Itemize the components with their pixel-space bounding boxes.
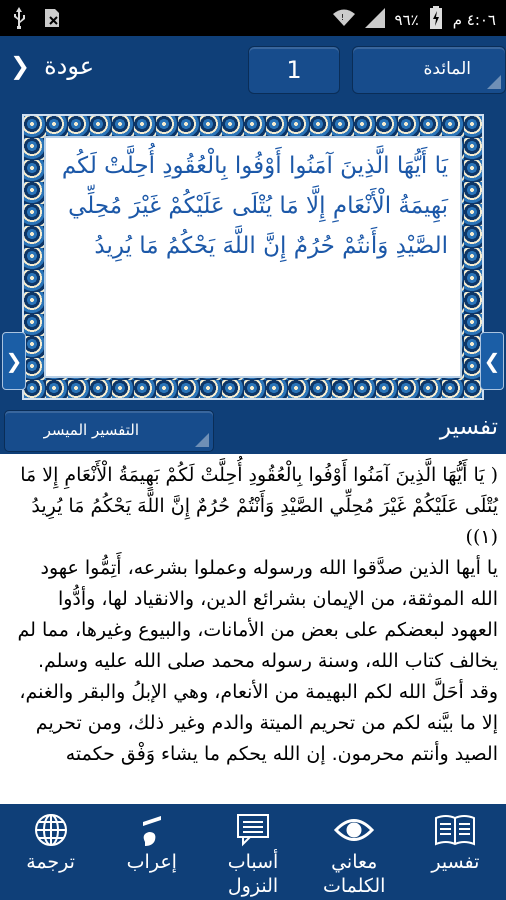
eye-icon (334, 810, 374, 850)
verse-frame-area (0, 104, 506, 404)
surah-selector[interactable] (352, 46, 506, 94)
chevron-right-icon: ❯ (10, 52, 31, 80)
next-verse-button[interactable] (2, 332, 26, 390)
usb-icon (12, 7, 26, 33)
bottom-navigation (0, 804, 506, 900)
nav-tab-label: تفسير (431, 851, 480, 873)
verse-number-selector[interactable] (248, 46, 340, 94)
nav-tab-reasons[interactable] (202, 804, 303, 900)
nav-tab-label: معاني الكلمات (322, 851, 386, 897)
tafsir-ayah-quote: ( يَا أَيُّهَا الَّذِينَ آمَنُوا أَوْفُوا بِالْعُقُودِ أُحِلَّتْ لَكُمْ بَهِيمَةُ الْأَنْعَامِ إِلا مَا يُتْلَى عَلَيْكُمْ غَيْرَ مُحِلِّي الصَّيْدِ وَأَنْتُمْ حُرُمٌ إِنَّ اللَّهَ يَحْكُمُ مَا يُرِيدُ (١)) (20, 464, 498, 548)
surah-name: المائدة (423, 59, 471, 79)
chevron-left-icon: ❮ (483, 349, 501, 373)
globe-icon (33, 810, 69, 850)
dropdown-indicator-icon (195, 433, 209, 447)
tafsir-title: تفسير (439, 414, 498, 440)
ornamental-frame (22, 114, 484, 400)
tafsir-source: التفسير الميسر (43, 421, 139, 439)
dropdown-indicator-icon (487, 75, 501, 89)
battery-level: ٩٦٪ (394, 11, 419, 29)
nav-tab-label: إعراب (126, 851, 177, 873)
nav-tab-label: ترجمة (26, 851, 75, 873)
tafsir-body: يا أيها الذين صدَّقوا الله ورسوله وعملوا بشرعه، أَتِمُّوا عهود الله الموثقة، من الإيمان بشرائع الدين، والانقياد لها، وأدُّوا العهود لبعضكم على بعض من الأمانات، والبيوع وغيرها، مما لم يخالف كتاب الله، وسنة رسوله محمد صلى الله عليه وسلم. وقد أحَلَّ الله لكم البهيمة من الأنعام، وهي الإبلُ والبقر والغنم، إلا ما بيَّنه لكم من تحريم الميتة والدم وغير ذلك، ومن تحريم الصيد وأنتم محرمون. إن الله يحكم ما يشاء وَفْق حكمته (17, 557, 498, 765)
nav-tab-tafsir[interactable] (405, 804, 506, 900)
previous-verse-button[interactable] (480, 332, 504, 390)
battery-charging-icon (429, 6, 443, 34)
chevron-right-icon: ❯ (5, 349, 23, 373)
status-bar (0, 0, 506, 36)
tafsir-source-selector[interactable] (4, 410, 214, 452)
verse-text: يَا أَيُّهَا الَّذِينَ آمَنُوا أَوْفُوا بِالْعُقُودِ أُحِلَّتْ لَكُم بَهِيمَةُ الْأَنْعَامِ إِلَّا مَا يُتْلَى عَلَيْكُمْ غَيْرَ مُحِلِّي الصَّيْدِ وَأَنتُمْ حُرُمٌ إِنَّ اللَّهَ يَحْكُمُ مَا يُرِيدُ (61, 153, 448, 259)
nav-tab-translation[interactable] (0, 804, 101, 900)
book-icon (434, 810, 476, 850)
back-button[interactable] (10, 52, 94, 80)
message-icon (235, 810, 271, 850)
tafsir-bar (0, 404, 506, 454)
verse-panel (44, 136, 462, 378)
tafsir-content[interactable] (0, 454, 506, 804)
top-bar (0, 36, 506, 104)
back-label: عودة (44, 52, 95, 80)
verse-number: 1 (286, 56, 302, 84)
nav-tab-label: أسباب النزول (227, 851, 279, 897)
nav-tab-word-meanings[interactable] (304, 804, 405, 900)
svg-text:!: ! (340, 13, 344, 22)
nav-tab-parsing[interactable] (101, 804, 202, 900)
signal-icon (365, 8, 385, 32)
clock: ٤:٠٦ م (452, 11, 496, 29)
no-sim-icon (42, 7, 64, 33)
diacritic-icon (137, 810, 167, 850)
wifi-icon (333, 8, 355, 32)
